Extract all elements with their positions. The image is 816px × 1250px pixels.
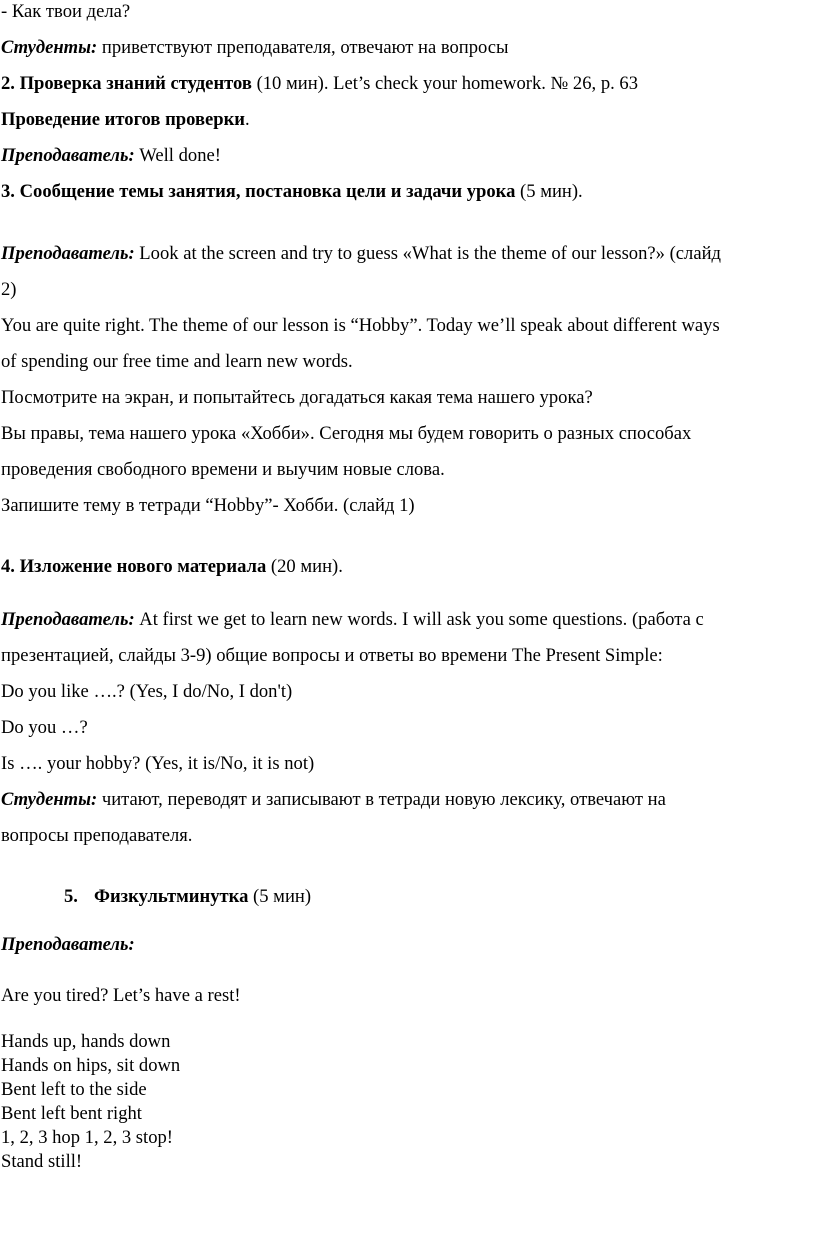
speaker-label: Преподаватель:	[1, 243, 135, 264]
section-heading-5	[64, 885, 311, 909]
heading-text: 3. Сообщение темы занятия, постановка цели и задачи урока	[1, 181, 516, 202]
rhyme-line	[1, 1030, 170, 1054]
line-text: You are quite right. The theme of our lesson is “Hobby”. Today we’ll speak about different ways	[1, 315, 720, 336]
line-text: Do you like ….? (Yes, I do/No, I don't)	[1, 681, 293, 702]
line-text: Bent left bent right	[1, 1103, 142, 1124]
line-text: Запишите тему в тетради “Hobby”- Хобби. (слайд 1)	[1, 495, 415, 516]
text-line	[1, 386, 593, 410]
line-text: Посмотрите на экран, и попытайтесь догадаться какая тема нашего урока?	[1, 387, 593, 408]
line-text: of spending our free time and learn new words.	[1, 351, 353, 372]
heading-text: Физкультминутка	[94, 886, 249, 907]
students-line	[1, 36, 509, 60]
text-line	[1, 716, 88, 740]
text-line	[1, 494, 415, 518]
rhyme-line	[1, 1078, 147, 1102]
line-text: Stand still!	[1, 1151, 83, 1172]
text-line	[1, 752, 314, 776]
line-text: (10 мин). Let’s check your homework. № 26, p. 63	[251, 73, 639, 94]
rhyme-line	[1, 1150, 82, 1174]
speaker-label: Преподаватель:	[1, 609, 135, 630]
line-text: .	[245, 109, 250, 130]
text-line	[1, 458, 445, 482]
list-number: 5.	[64, 886, 78, 907]
text-line	[1, 422, 691, 446]
section-heading-4	[1, 555, 343, 579]
rhyme-line	[1, 1102, 142, 1126]
teacher-line	[1, 933, 135, 957]
text-line	[1, 278, 17, 302]
line-text: Hands up, hands down	[1, 1031, 171, 1052]
teacher-line	[1, 144, 221, 168]
rhyme-line	[1, 1054, 180, 1078]
line-text: Are you tired? Let’s have a rest!	[1, 985, 241, 1006]
line-text: Do you …?	[1, 717, 88, 738]
line-text: приветствуют преподавателя, отвечают на вопросы	[97, 37, 509, 58]
line-text: Bent left to the side	[1, 1079, 147, 1100]
line-text: (5 мин)	[248, 886, 312, 907]
line-text: Well done!	[134, 145, 221, 166]
line-text: презентацией, слайды 3-9) общие вопросы и ответы во времени The Present Simple:	[1, 645, 663, 666]
text-line	[1, 644, 663, 668]
text-line	[1, 350, 353, 374]
section-heading-2	[1, 72, 638, 96]
line-text: (5 мин).	[515, 181, 583, 202]
teacher-line	[1, 242, 721, 266]
speaker-label: Студенты:	[1, 789, 98, 810]
heading-text: 2. Проверка знаний студентов	[1, 73, 252, 94]
section-heading-3	[1, 180, 583, 204]
summary-heading	[1, 108, 250, 132]
line-text: читают, переводят и записывают в тетради новую лексику, отвечают на	[97, 789, 666, 810]
line-text: Look at the screen and try to guess «What is the theme of our lesson?» (слайд	[134, 243, 721, 264]
text-line	[1, 984, 241, 1008]
speaker-label: Преподаватель:	[1, 145, 135, 166]
line-text: Is …. your hobby? (Yes, it is/No, it is not)	[1, 753, 315, 774]
rhyme-line	[1, 1126, 173, 1150]
text-line	[1, 824, 192, 848]
line-text: - Как твои дела?	[1, 1, 131, 22]
speaker-label: Преподаватель:	[1, 934, 135, 955]
text-line	[1, 0, 130, 24]
line-text: (20 мин).	[266, 556, 343, 577]
heading-text: 4. Изложение нового материала	[1, 556, 267, 577]
teacher-line	[1, 608, 704, 632]
line-text: проведения свободного времени и выучим новые слова.	[1, 459, 445, 480]
heading-text: Проведение итогов проверки	[1, 109, 246, 130]
line-text: 2)	[1, 279, 17, 300]
students-line	[1, 788, 666, 812]
line-text: At first we get to learn new words. I will ask you some questions. (работа с	[134, 609, 704, 630]
line-text: Вы правы, тема нашего урока «Хобби». Сегодня мы будем говорить о разных способах	[1, 423, 692, 444]
text-line	[1, 680, 292, 704]
line-text: вопросы преподавателя.	[1, 825, 193, 846]
text-line	[1, 314, 720, 338]
line-text: Hands on hips, sit down	[1, 1055, 181, 1076]
speaker-label: Студенты:	[1, 37, 98, 58]
line-text: 1, 2, 3 hop 1, 2, 3 stop!	[1, 1127, 173, 1148]
